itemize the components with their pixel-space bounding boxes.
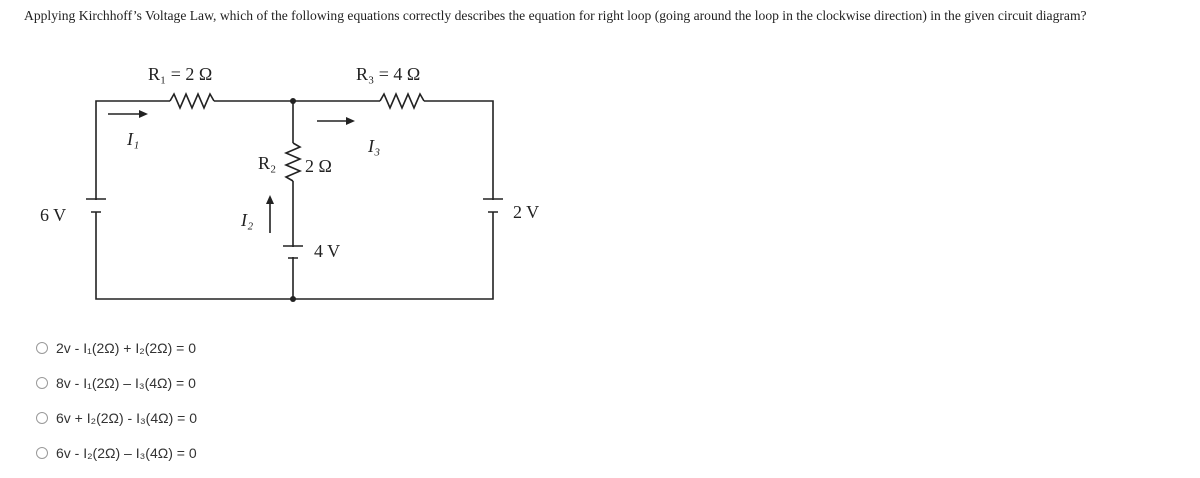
battery-4v [283, 246, 303, 258]
r2-label: R₂ [258, 153, 277, 173]
v-left-label: 6 V [40, 205, 67, 225]
r1-resistor [170, 94, 214, 108]
r3-resistor [380, 94, 424, 108]
option-label: 6v + I₂(2Ω) - I₃(4Ω) = 0 [56, 410, 197, 426]
option-4[interactable] [36, 443, 197, 463]
left-wire [96, 212, 493, 299]
option-2[interactable] [36, 373, 197, 393]
radio-button[interactable] [36, 342, 48, 354]
option-1[interactable] [36, 338, 197, 358]
radio-button[interactable] [36, 447, 48, 459]
top-right-wire [424, 101, 493, 200]
junction-top [290, 98, 296, 104]
i1-label: I₁ [127, 129, 140, 149]
answer-options [36, 338, 197, 478]
i3-label: I₃ [368, 136, 381, 156]
top-left-wire [96, 101, 170, 200]
option-label: 8v - I₁(2Ω) – I₃(4Ω) = 0 [56, 375, 196, 391]
battery-2v [483, 199, 503, 212]
option-label: 6v - I₂(2Ω) – I₃(4Ω) = 0 [56, 445, 197, 461]
i1-arrowhead [139, 110, 148, 118]
v-right-label: 2 V [513, 202, 540, 222]
i2-label: I₂ [241, 210, 254, 230]
junction-bottom [290, 296, 296, 302]
v-mid-label: 4 V [314, 241, 341, 261]
radio-button[interactable] [36, 377, 48, 389]
r2-value: 2 Ω [305, 156, 332, 176]
r3-label: R₃ = 4 Ω [356, 64, 421, 84]
r2-resistor [286, 143, 300, 181]
battery-6v [86, 199, 106, 212]
question-text: Applying Kirchhoff’s Voltage Law, which of the following equations correctly describes the equation for right loop (going around the loop in the clockwise direction) in the given circuit diagram? [24, 8, 1087, 23]
i2-arrowhead [266, 195, 274, 204]
option-label: 2v - I₁(2Ω) + I₂(2Ω) = 0 [56, 340, 197, 356]
option-3[interactable] [36, 408, 197, 428]
i3-arrowhead [346, 117, 355, 125]
radio-button[interactable] [36, 412, 48, 424]
r1-label: R₁ = 2 Ω [148, 64, 213, 84]
